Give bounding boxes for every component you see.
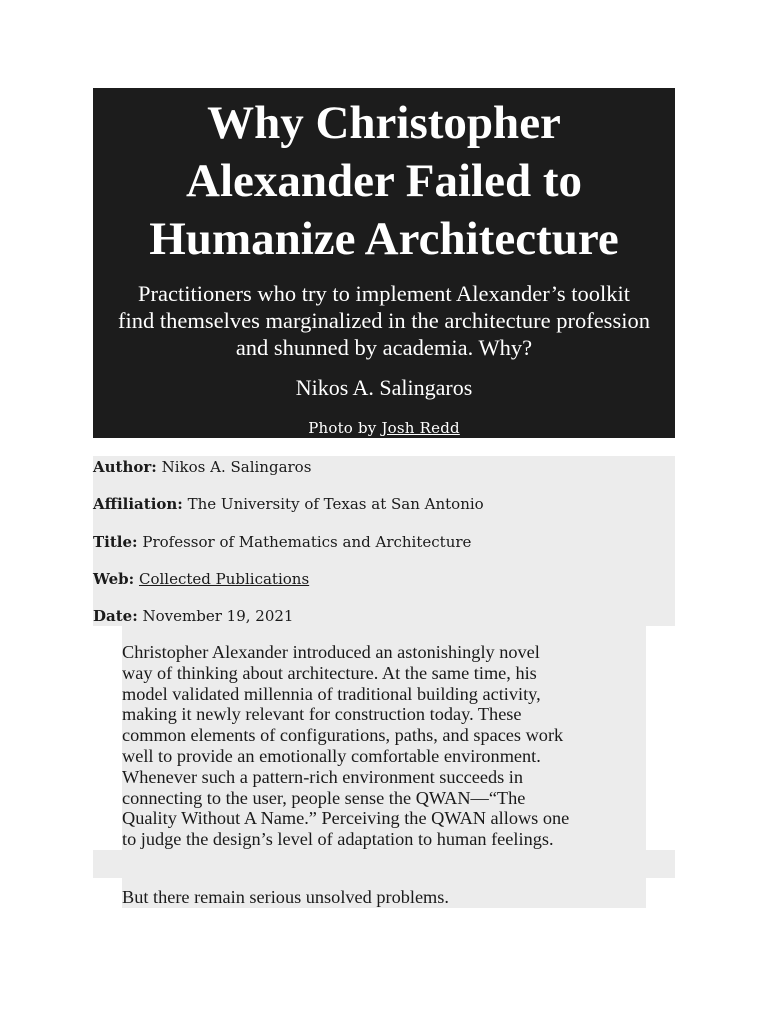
meta-web-row: [93, 569, 309, 589]
collected-publications-link[interactable]: Collected Publications: [138, 570, 310, 588]
body-paragraph: [122, 626, 646, 850]
paragraph-line: Christopher Alexander introduced an astonishingly novel: [122, 642, 540, 662]
paragraph-line: well to provide an emotionally comfortable environment.: [122, 745, 541, 766]
body-paragraph: [122, 878, 646, 908]
meta-web-label: Web:: [93, 570, 135, 588]
article-title: [93, 94, 675, 268]
paragraph-line: way of thinking about architecture. At the same time, his: [122, 662, 537, 683]
photo-credit-link[interactable]: Josh Redd: [381, 419, 460, 437]
meta-title-label: Title:: [93, 533, 138, 551]
photo-credit-prefix: Photo by: [308, 419, 377, 437]
meta-title-row: [93, 532, 471, 552]
article-subtitle-line: and shunned by academia. Why?: [235, 335, 533, 360]
byline-author: Nikos A. Salingaros: [295, 375, 473, 400]
meta-author-row: [93, 457, 311, 477]
meta-author-value: Nikos A. Salingaros: [161, 458, 312, 476]
article-title-line: Why Christopher: [207, 97, 561, 149]
paragraph-spacer: [93, 850, 675, 878]
paragraph-text: But there remain serious unsolved problems.: [122, 887, 449, 907]
article-header: [93, 88, 675, 438]
paragraph-line: common elements of configurations, paths, and spaces work: [122, 725, 564, 746]
author-info-panel: [93, 456, 675, 626]
paragraph-line: model validated millennia of traditional building activity,: [122, 683, 541, 704]
photo-credit: [93, 418, 675, 438]
meta-affiliation-row: [93, 494, 484, 514]
meta-author-label: Author:: [93, 458, 157, 476]
article-subtitle-line: find themselves marginalized in the architecture profession: [118, 308, 650, 333]
meta-affiliation-label: Affiliation:: [93, 495, 183, 513]
paragraph-text: [122, 626, 646, 850]
meta-date-row: [93, 606, 293, 626]
meta-affiliation-value: The University of Texas at San Antonio: [187, 495, 484, 513]
article-title-line: Humanize Architecture: [149, 213, 619, 265]
paragraph-line: making it newly relevant for construction today. These: [122, 704, 522, 725]
article-subtitle-line: Practitioners who try to implement Alexander’s toolkit: [137, 281, 630, 306]
meta-date-label: Date:: [93, 607, 138, 625]
article-subtitle: [93, 280, 675, 361]
paragraph-line: connecting to the user, people sense the QWAN—“The: [122, 787, 526, 808]
article-title-line: Alexander Failed to: [186, 155, 582, 207]
paragraph-line: Quality Without A Name.” Perceiving the QWAN allows one: [122, 808, 570, 829]
paragraph-line: Whenever such a pattern-rich environment succeeds in: [122, 766, 524, 787]
meta-title-value: Professor of Mathematics and Architecture: [142, 533, 472, 551]
paragraph-line: to judge the design’s level of adaptation to human feelings.: [122, 829, 554, 850]
meta-date-value: November 19, 2021: [142, 607, 294, 625]
